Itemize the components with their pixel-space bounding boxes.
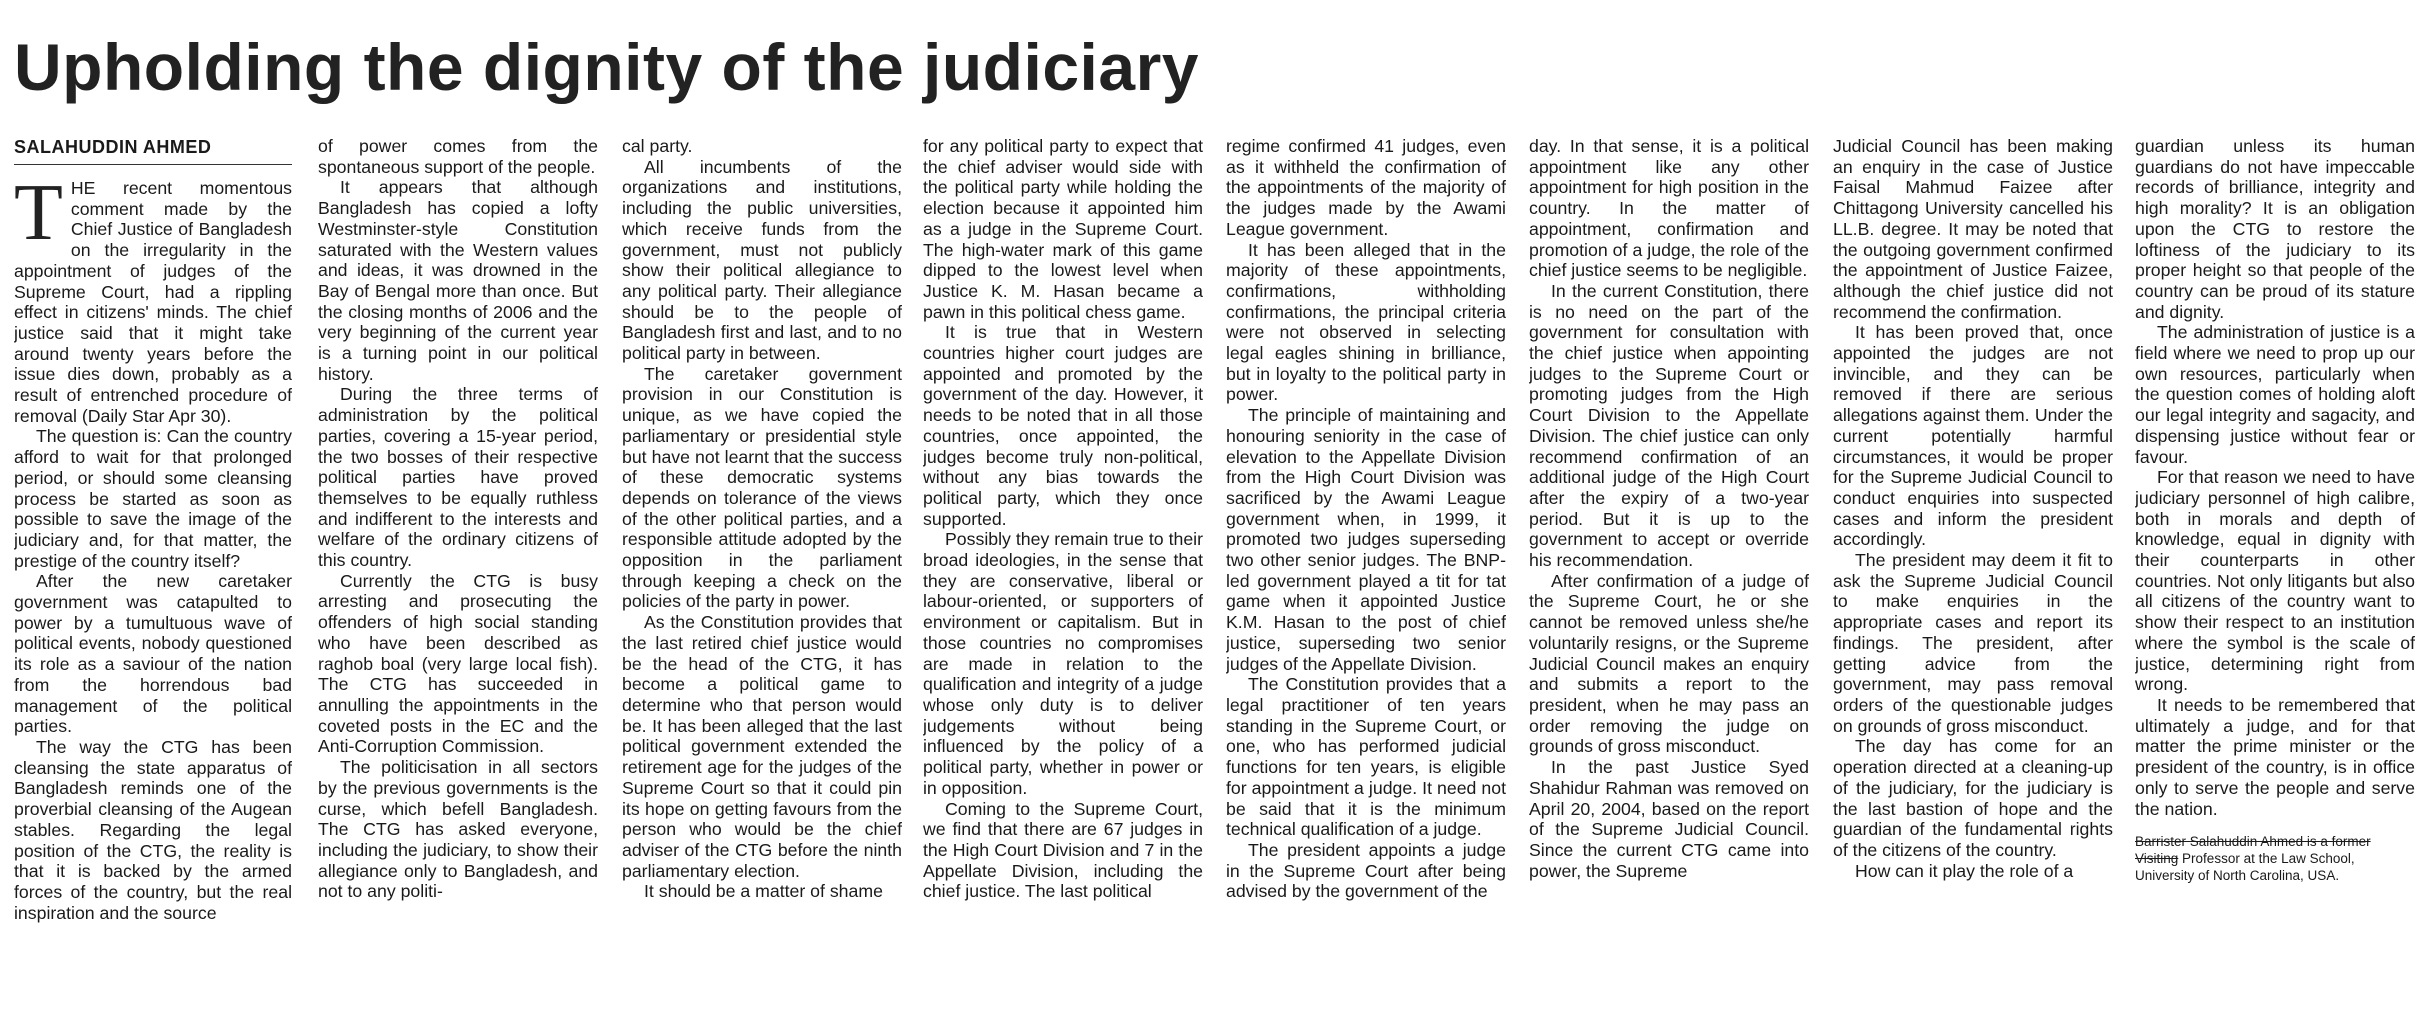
paragraph: After the new caretaker government was catapulted to power by a tumultuous wave of political events, nobody questioned its role as a saviour of the nation from the horrendous bad management of the political parties.: [14, 571, 292, 737]
paragraph: All incumbents of the organizations and institutions, including the public universities, which receive funds from the government, must not publicly show their political allegiance to any political party. Their allegiance should be to the people of Bangladesh first and last, and to no political party in between.: [622, 156, 902, 364]
author-bio: [2135, 833, 2415, 884]
paragraph: The principle of maintaining and honouring seniority in the case of elevation to the Appellate Division from the High Court Division was sacrificed by the Awami League government when, in 1999, it promoted two judges superseding two other senior judges. The BNP-led government played a tit for tat game when it appointed Justice K.M. Hasan to the post of chief justice, superseding two senior judges of the Appellate Division.: [1226, 405, 1506, 674]
paragraph: It appears that although Bangladesh has copied a lofty Westminster-style Constitution saturated with the Western values and ideas, it was drowned in the Bay of Bengal more than once. But the closing months of 2006 and the very beginning of the current year is a turning point in our political history.: [318, 177, 598, 384]
paragraph: for any political party to expect that the chief adviser would side with the political party while holding the election because it appointed him as a judge in the Supreme Court. The high-water mark of this game dipped to the lowest level when Justice K. M. Hasan became a pawn in this political chess game.: [923, 136, 1203, 322]
author-bio-line-1: Barrister Salahuddin Ahmed is a former Visiting: [2135, 834, 2371, 867]
paragraph: The question is: Can the country afford to wait for that prolonged period, or should some cleansing process be started as soon as possible to save the image of the judiciary and, for that matter, the prestige of the country itself?: [14, 426, 292, 571]
paragraph: guardian unless its human guardians do not have impeccable records of brilliance, integrity and high morality? It is an obligation upon the CTG to restore the loftiness of the judiciary to its proper height so that people of the country can be proud of its stature and dignity.: [2135, 136, 2415, 322]
paragraph: After confirmation of a judge of the Supreme Court, he or she cannot be removed unless she/he voluntarily resigns, or the Supreme Judicial Council makes an enquiry and submits a report to the president, when he may pass an order removing the judge on grounds of gross misconduct.: [1529, 570, 1809, 757]
paragraph: As the Constitution provides that the last retired chief justice would be the head of the CTG, it has become a political game to determine who that person would be. It has been alleged that the last political government extended the retirement age for the judges of the Supreme Court so that it could pin its hope on getting favours from the person who would be the chief adviser of the CTG before the ninth parliamentary election.: [622, 612, 902, 881]
paragraph: It should be a matter of shame: [644, 881, 883, 902]
paragraph: The administration of justice is a field where we need to prop up our own resources, particularly when the question comes of holding aloft our legal integrity and sagacity, and dispensing justice without fear or favour.: [2135, 322, 2415, 467]
column-2: [318, 136, 598, 991]
paragraph: For that reason we need to have judiciary personnel of high calibre, both in morals and depth of knowledge, equal in dignity with their counterparts in other countries. Not only litigants but also all citizens of the country want to show their respect to an institution where the symbol is the scale of justice, determining right from wrong.: [2135, 467, 2415, 695]
paragraph: The day has come for an operation directed at a cleaning-up of the judiciary, for the judiciary is the last bastion of hope and the guardian of the fundamental rights of the citizens of the country.: [1833, 736, 2113, 860]
paragraph: The president appoints a judge in the Supreme Court after being advised by the government of the: [1226, 839, 1506, 902]
paragraph: During the three terms of administration by the political parties, covering a 15-year period, the two bosses of their respective political parties have proved themselves to be equally ruthless and indifferent to the interests and welfare of the ordinary citizens of this country.: [318, 384, 598, 571]
paragraph: It needs to be remembered that ultimately a judge, and for that matter the prime minister or the president of the country, is in office only to serve the people and serve the nation.: [2135, 694, 2415, 819]
paragraph: regime confirmed 41 judges, even as it withheld the confirmation of the appointments of the majority of the judges made by the Awami League government.: [1226, 136, 1506, 239]
paragraph: THE recent momentous comment made by the Chief Justice of Bangladesh on the irregularity in the appointment of judges of the Supreme Court, had a rippling effect in citizens' minds. The chief justice said that it might take around twenty years before the issue dies down, probably as a result of entrenched procedure of removal (Daily Star Apr 30).: [14, 178, 292, 426]
byline: SALAHUDDIN AHMED: [14, 137, 292, 165]
paragraph: The president may deem it fit to ask the Supreme Judicial Council to make enquiries in the appropriate cases and report its findings. The president, after getting advice from the government, may pass removal orders of the questionable judges on grounds of gross misconduct.: [1833, 550, 2113, 736]
paragraph: Coming to the Supreme Court, we find that there are 67 judges in the High Court Division and 7 in the Appellate Division, including the chief justice. The last political: [923, 798, 1203, 902]
column-4: [923, 136, 1203, 991]
paragraph: Judicial Council has been making an enquiry in the case of Justice Faisal Mahmud Faizee after Chittagong University cancelled his LL.B. degree. It may be noted that the outgoing government confirmed the appointment of Justice Faizee, although the chief justice did not recommend the confirmation.: [1833, 136, 2113, 322]
column-8: [2135, 136, 2415, 991]
column-1: [14, 178, 292, 1033]
column-7: [1833, 136, 2113, 991]
paragraph: Currently the CTG is busy arresting and prosecuting the offenders of high social standing who have been described as raghob boal (very large local fish). The CTG has succeeded in annulling the appointments in the coveted posts in the EC and the Anti-Corruption Commission.: [318, 570, 598, 757]
author-bio-line-2: Professor at the Law School, University of North Carolina, USA.: [2135, 851, 2355, 884]
paragraph: The Constitution provides that a legal practitioner of ten years standing in the Supreme Court, or one, who has performed judicial functions for ten years, is eligible for appointment a judge. It need not be said that it is the minimum technical qualification of a judge.: [1226, 674, 1506, 840]
paragraph: It has been alleged that in the majority of these appointments, confirmations, withholding confirmations, the principal criteria were not observed in selecting legal eagles shining in brilliance, but in loyalty to the political party in power.: [1226, 239, 1506, 405]
paragraph: It has been proved that, once appointed the judges are not invincible, and they can be removed if there are serious allegations against them. Under the current potentially harmful circumstances, it would be proper for the Supreme Judicial Council to conduct enquiries into suspected cases and inform the president accordingly.: [1833, 322, 2113, 550]
paragraph: Possibly they remain true to their broad ideologies, in the sense that they are conservative, liberal or labour-oriented, or supporters of environment or capitalism. But in those countries no compromises are made in relation to the qualification and integrity of a judge whose only duty is to deliver judgements without being influenced by the policy of a political party, whether in power or in opposition.: [923, 529, 1203, 798]
paragraph: The politicisation in all sectors by the previous governments is the curse, which befell Bangladesh. The CTG has asked everyone, including the judiciary, to show their allegiance only to Bangladesh, and not to any politi-: [318, 757, 598, 902]
paragraph: The caretaker government provision in our Constitution is unique, as we have copied the parliamentary or presidential style but have not learnt that the success of these democratic systems depends on tolerance of the views of the other political parties, and a responsible attitude adopted by the opposition in the parliament through keeping a check on the policies of the party in power.: [622, 363, 902, 612]
column-3: [622, 136, 902, 991]
paragraph: day. In that sense, it is a political appointment like any other appointment for high position in the country. In the matter of appointment, confirmation and promotion of a judge, the role of the chief justice seems to be negligible.: [1529, 136, 1809, 281]
paragraph: The way the CTG has been cleansing the state apparatus of Bangladesh reminds one of the proverbial cleansing of the Augean stables. Regarding the legal position of the CTG, the reality is that it is backed by the armed forces of the country, but the real inspiration and the source: [14, 736, 292, 923]
column-5: [1226, 136, 1506, 991]
dropcap: T: [14, 178, 63, 257]
paragraph: of power comes from the spontaneous support of the people.: [318, 136, 598, 177]
paragraph: It is true that in Western countries higher court judges are appointed and promoted by the government of the day. However, it needs to be noted that in all those countries, once appointed, the judges become truly non-political, without any bias towards the political party, which they once supported.: [923, 322, 1203, 529]
paragraph: How can it play the role of a: [1855, 860, 2074, 881]
paragraph: In the current Constitution, there is no need on the part of the government for consultation with the chief justice when appointing judges to the Supreme Court or promoting judges from the High Court Division to the Appellate Division. The chief justice can only recommend confirmation of an additional judge of the High Court after the expiry of a two-year period. But it is up to the government to accept or override his recommendation.: [1529, 280, 1809, 571]
headline: Upholding the dignity of the judiciary: [14, 30, 1199, 104]
column-6: [1529, 136, 1809, 991]
paragraph: In the past Justice Syed Shahidur Rahman was removed on April 20, 2004, based on the report of the Supreme Judicial Council. Since the current CTG came into power, the Supreme: [1529, 757, 1809, 881]
paragraph: cal party.: [622, 136, 693, 156]
